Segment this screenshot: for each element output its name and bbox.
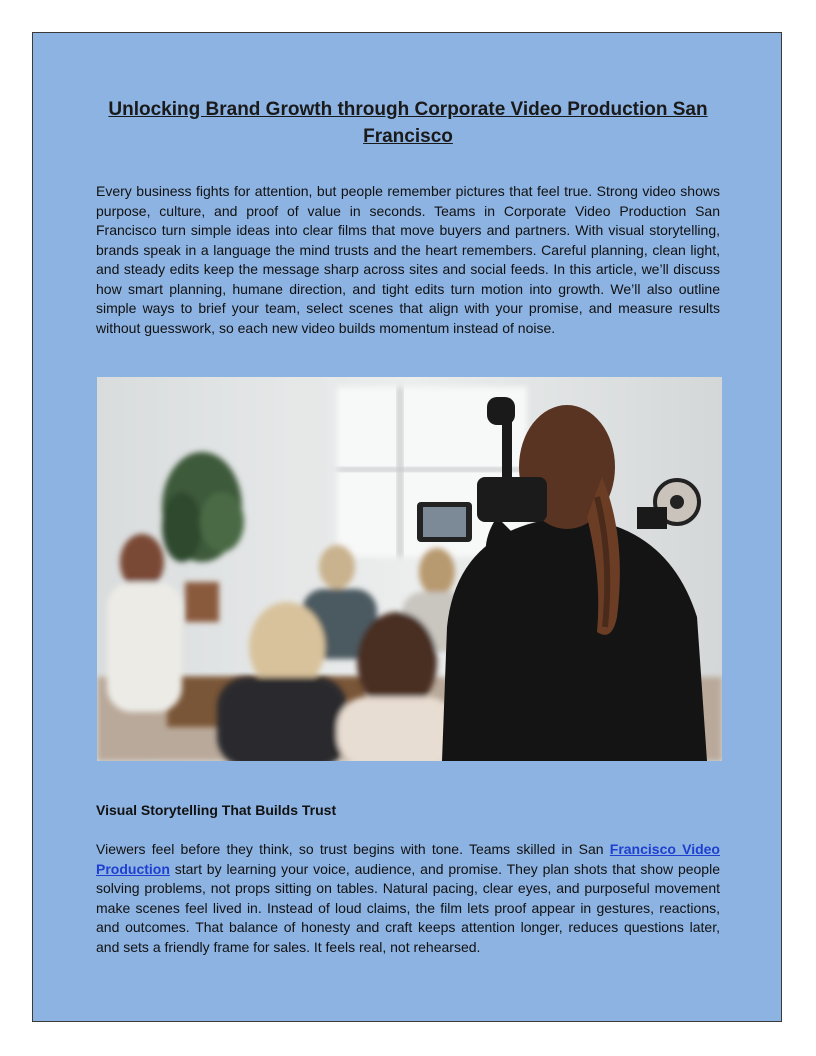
section-heading: Visual Storytelling That Builds Trust <box>96 802 337 818</box>
section-text-start: Viewers feel before they think, so trust begins with tone. Teams skilled in San <box>96 841 610 857</box>
document-title: Unlocking Brand Growth through Corporate Video Production San Francisco <box>108 99 708 147</box>
video-shoot-photo <box>97 377 722 761</box>
francisco-video-production-link[interactable]: Francisco Video Production <box>96 841 720 877</box>
intro-paragraph: Every business fights for attention, but people remember pictures that feel true. Strong video shows purpose, culture, and proof of value in seconds. Teams in Corporate Video Production San Francisco turn simple ideas into clear films that move buyers and partners. With visual storytelling, brands speak in a language the mind trusts and the heart remembers. Careful planning, clean light, and steady edits keep the message sharp across sites and social feeds. In this article, we’ll discuss how smart planning, humane direction, and tight edits turn motion into growth. We’ll also outline simple ways to brief your team, select scenes that align with your promise, and measure results without guesswork, so each new video builds momentum instead of noise. <box>96 183 720 336</box>
section-paragraph <box>96 840 720 957</box>
section-text-end: start by learning your voice, audience, and promise. They plan shots that show people solving problems, not props sitting on tables. Natural pacing, clear eyes, and purposeful movement make scenes feel lived in. Instead of loud claims, the film lets proof appear in gestures, reactions, and outcomes. That balance of honesty and craft keeps attention longer, reduces questions later, and sets a friendly frame for sales. It feels real, not rehearsed. <box>96 860 720 955</box>
